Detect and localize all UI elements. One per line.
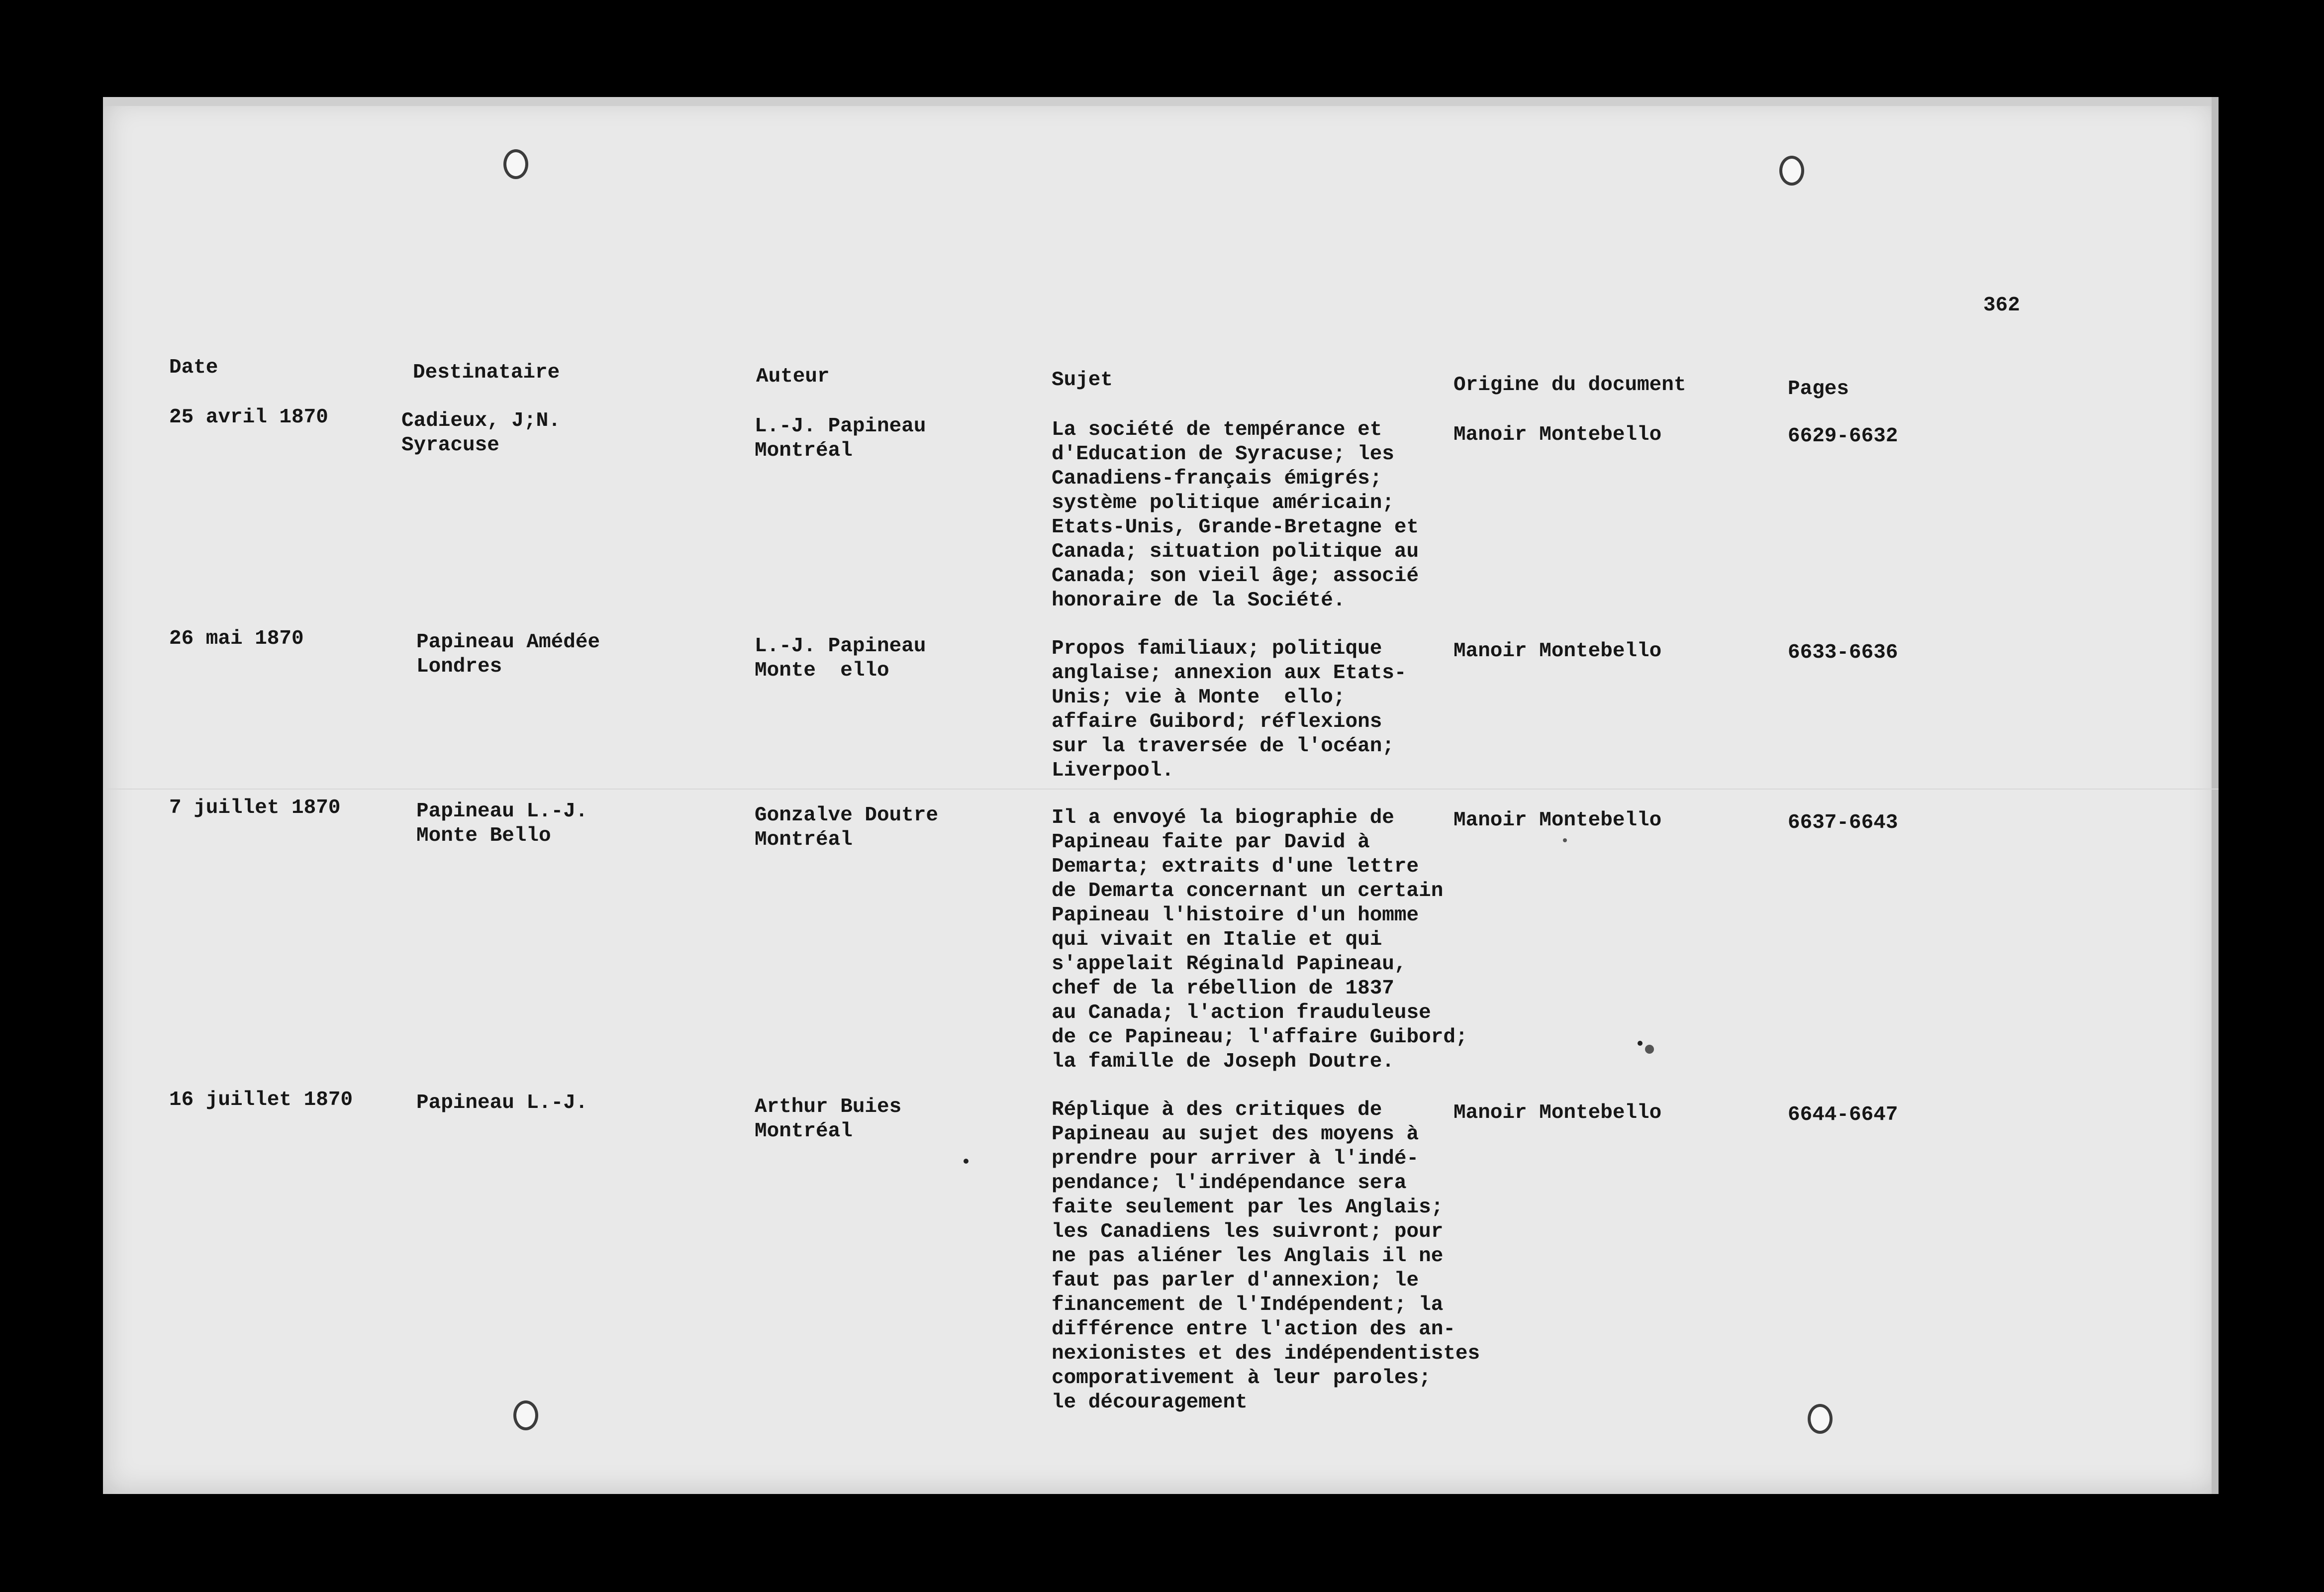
ink-spot xyxy=(1638,1041,1643,1046)
page-right-edge xyxy=(2212,97,2219,1494)
row-2-pages: 6633-6636 xyxy=(1788,641,1898,664)
sheet-fold-line xyxy=(103,789,2219,790)
row-4-auteur: Arthur Buies Montréal xyxy=(755,1095,902,1143)
row-1-date: 25 avril 1870 xyxy=(169,406,328,429)
row-1-destinataire: Cadieux, J;N. Syracuse xyxy=(401,409,561,457)
row-3-date: 7 juillet 1870 xyxy=(169,796,341,819)
row-3-pages: 6637-6643 xyxy=(1788,811,1898,834)
header-sujet: Sujet xyxy=(1052,369,1113,392)
row-2-destinataire: Papineau Amédée Londres xyxy=(416,631,600,678)
header-pages: Pages xyxy=(1788,378,1849,400)
row-3-sujet: Il a envoyé la biographie de Papineau faite par David à Demarta; extraits d'une lettre de Demarta concernant un certain Papineau l'histoire d'un homme qui vivait en Italie et qui s'appelait Réginald Papineau, chef de la rébellion de 1837 au Canada; l'action frauduleuse de ce Papineau; l'affaire Guibord; la famille de Joseph Doutre. xyxy=(1052,806,1468,1073)
row-4-destinataire: Papineau L.-J. xyxy=(416,1092,588,1114)
header-date: Date xyxy=(169,356,218,379)
punch-hole-bottom-left xyxy=(513,1400,538,1430)
row-1-sujet: La société de tempérance et d'Education de Syracuse; les Canadiens-français émigrés; système politique américain; Etats-Unis, Grande-Bretagne et Canada; situation politique au Canada; son vieil âge; associé honoraire de la Société. xyxy=(1052,418,1419,612)
row-2-auteur: L.-J. Papineau Monte ello xyxy=(755,635,926,682)
row-4-sujet: Réplique à des critiques de Papineau au sujet des moyens à prendre pour arriver à l'indé- pendance; l'indépendance sera faite seulement par les Anglais; les Canadiens les suivront; pour ne pas aliéner les Anglais il ne faut pas parler d'annexion; le financement de l'Indépendent; la différence entre l'action des an- nexionistes et des indépendentistes comporativement à leur paroles; le découragement xyxy=(1052,1098,1480,1414)
row-4-origine: Manoir Montebello xyxy=(1453,1101,1662,1124)
row-2-sujet: Propos familiaux; politique anglaise; annexion aux Etats- Unis; vie à Monte ello; affaire Guibord; réflexions sur la traversée de l'océan; Liverpool. xyxy=(1052,637,1407,782)
header-origine: Origine du document xyxy=(1453,374,1686,397)
header-auteur: Auteur xyxy=(756,365,830,388)
ink-spot xyxy=(1563,838,1567,842)
row-4-date: 16 juillet 1870 xyxy=(169,1089,353,1111)
ink-spot xyxy=(1645,1045,1654,1054)
punch-hole-top-left xyxy=(503,149,528,179)
page-top-edge xyxy=(103,97,2219,106)
ink-spot xyxy=(964,1159,968,1164)
row-2-date: 26 mai 1870 xyxy=(169,627,304,650)
row-2-origine: Manoir Montebello xyxy=(1453,640,1662,663)
punch-hole-bottom-right xyxy=(1808,1404,1833,1434)
row-3-destinataire: Papineau L.-J. Monte Bello xyxy=(416,800,588,847)
punch-hole-top-right xyxy=(1779,156,1804,186)
row-3-auteur: Gonzalve Doutre Montréal xyxy=(755,804,939,851)
row-1-pages: 6629-6632 xyxy=(1788,425,1898,448)
row-3-origine: Manoir Montebello xyxy=(1453,809,1662,832)
document-page xyxy=(103,97,2219,1494)
page-number: 362 xyxy=(1983,294,2020,317)
header-destinataire: Destinataire xyxy=(413,361,560,384)
row-1-auteur: L.-J. Papineau Montréal xyxy=(755,415,926,462)
row-1-origine: Manoir Montebello xyxy=(1453,423,1662,446)
row-4-pages: 6644-6647 xyxy=(1788,1103,1898,1126)
